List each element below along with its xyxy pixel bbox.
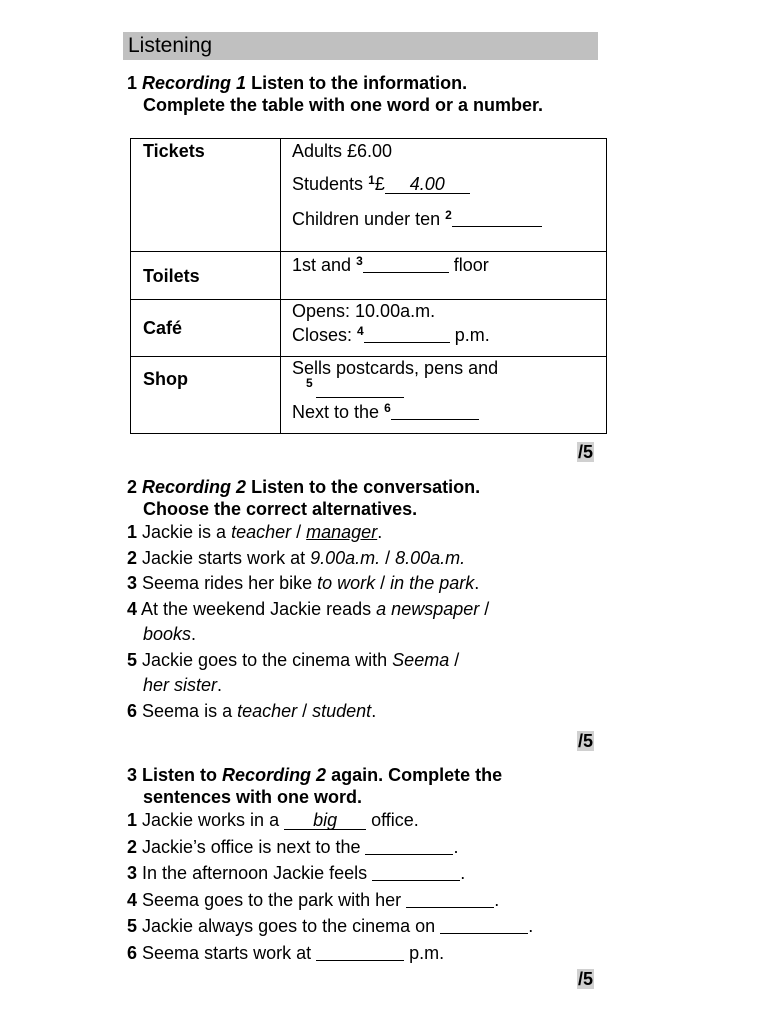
info-table — [130, 138, 607, 434]
tickets-children: Children under ten $^2$ — [292, 206, 606, 230]
tickets-students: Students $^1$£ 4.00 — [292, 173, 606, 195]
cafe-label: Café — [131, 300, 281, 357]
list-item-continuation: books. — [143, 624, 197, 644]
list-item: 2 Jackie starts work at 9.00a.m. / 8.00a.m. — [127, 547, 466, 568]
q1-score: /5 — [578, 442, 594, 462]
section-heading — [123, 32, 598, 60]
q2-number: 2 — [127, 477, 138, 497]
blank-6 — [391, 401, 479, 420]
blank-2 — [452, 208, 542, 227]
q2-line2: Choose the correct alternatives. — [143, 499, 418, 519]
cafe-opens: Opens: 10.00a.m. — [292, 301, 436, 321]
shop-sells: Sells postcards, pens and — [292, 358, 499, 378]
list-item: 1 Jackie is a teacher / manager. — [127, 522, 383, 542]
blank-5 — [316, 379, 404, 398]
table-row-shop — [131, 357, 607, 434]
table-row-tickets — [131, 139, 607, 252]
list-item: 4 Seema goes to the park with her . — [127, 889, 500, 910]
list-item: 6 Seema starts work at p.m. — [127, 942, 445, 963]
list-item: 3 Seema rides her bike to work / in the park. — [127, 573, 480, 593]
toilets-label: Toilets — [131, 252, 281, 300]
list-item-continuation: her sister. — [143, 675, 223, 695]
list-item: 3 In the afternoon Jackie feels . — [127, 863, 466, 883]
table-row-cafe — [131, 300, 607, 357]
list-item: 5 Jackie goes to the cinema with Seema / — [127, 649, 460, 670]
q2-items — [127, 520, 489, 724]
blank-4 — [364, 324, 450, 343]
tickets-adults: Adults £6.00 — [292, 141, 393, 161]
q1-line1: Listen to the information. — [251, 73, 468, 93]
blank — [372, 862, 460, 881]
q3-line2: sentences with one word. — [143, 787, 363, 807]
q3-instructions: 3 Listen to Recording 2 again. Complete the sentences with one word. — [127, 765, 503, 807]
q2-recording: Recording 2 — [142, 477, 247, 497]
blank — [316, 942, 404, 961]
shop-label: Shop — [131, 357, 281, 434]
q1-recording: Recording 1 — [142, 73, 247, 93]
list-item: 4 At the weekend Jackie reads a newspaper / — [127, 598, 490, 619]
q3-items — [127, 808, 533, 966]
list-item: 5 Jackie always goes to the cinema on . — [127, 916, 534, 936]
q2-score: /5 — [578, 731, 594, 751]
shop-blank-5: 5 — [292, 379, 606, 399]
answer-big: big — [284, 811, 366, 830]
q1-instructions — [127, 72, 543, 116]
q1-line2: Complete the table with one word or a number. — [143, 95, 544, 115]
table-row-toilets: Toilets 1st and $^3$ floor — [131, 252, 607, 300]
tickets-label: Tickets — [131, 139, 281, 252]
q3-number: 3 — [127, 765, 138, 785]
q3-score: /5 — [578, 969, 594, 989]
shop-next: Next to the $^6$ — [292, 399, 606, 423]
blank — [365, 836, 453, 855]
q2-line1: Listen to the conversation. — [251, 477, 481, 497]
q3-recording: Recording 2 — [222, 765, 327, 785]
list-item: 2 Jackie’s office is next to the . — [127, 836, 459, 857]
section-title: Listening — [128, 34, 213, 57]
q1-number: 1 — [127, 73, 138, 93]
blank — [406, 889, 494, 908]
answer-students: 4.00 — [385, 175, 470, 194]
list-item: 6 Seema is a teacher / student. — [127, 700, 377, 721]
blank — [440, 915, 528, 934]
q2-instructions — [127, 476, 480, 520]
blank-3 — [363, 254, 449, 273]
cafe-closes: Closes: $^4$ p.m. — [292, 324, 490, 345]
list-item: 1 Jackie works in a big office. — [127, 810, 419, 830]
